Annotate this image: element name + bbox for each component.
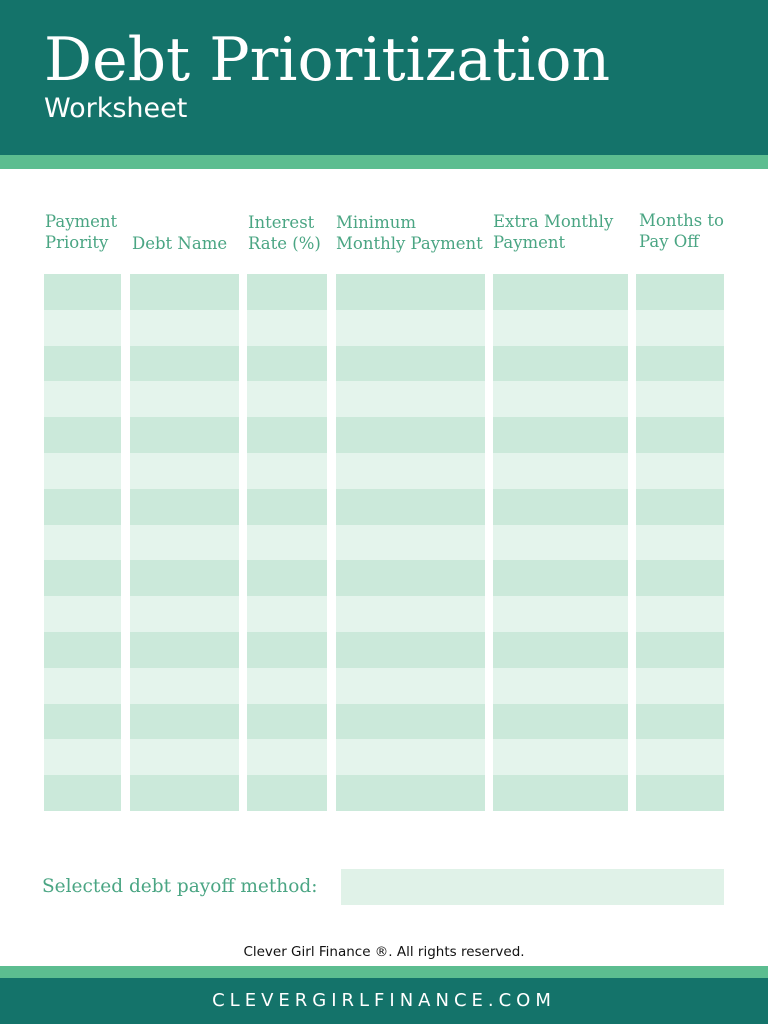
worksheet-cell[interactable]: [336, 310, 485, 346]
column-header-payment-priority: [45, 211, 117, 253]
worksheet-cell[interactable]: [247, 453, 327, 489]
worksheet-cell[interactable]: [336, 739, 485, 775]
worksheet-cell[interactable]: [130, 453, 239, 489]
worksheet-cell[interactable]: [336, 489, 485, 525]
worksheet-cell[interactable]: [247, 346, 327, 382]
column-header-line: Debt Name: [132, 234, 228, 253]
worksheet-cell[interactable]: [493, 560, 628, 596]
worksheet-cell[interactable]: [336, 632, 485, 668]
worksheet-cell[interactable]: [44, 775, 121, 811]
column-header-line: Pay Off: [639, 232, 700, 251]
worksheet-cell[interactable]: [130, 310, 239, 346]
worksheet-cell[interactable]: [336, 453, 485, 489]
worksheet-cell[interactable]: [636, 632, 724, 668]
footer-website-url: CLEVERGIRLFINANCE.COM: [212, 990, 556, 1011]
column-header-minimum-monthly-payment: [336, 212, 483, 254]
worksheet-cell[interactable]: [44, 704, 121, 740]
worksheet-cell[interactable]: [636, 346, 724, 382]
worksheet-cell[interactable]: [336, 560, 485, 596]
column-header-extra-monthly-payment: [493, 211, 613, 253]
header-stripe: [0, 155, 768, 169]
worksheet-cell[interactable]: [636, 274, 724, 310]
column-header-line: Monthly Payment: [336, 234, 483, 253]
worksheet-cell[interactable]: [493, 596, 628, 632]
page-subtitle: Worksheet: [44, 93, 188, 124]
worksheet-cell[interactable]: [44, 668, 121, 704]
worksheet-cell[interactable]: [336, 668, 485, 704]
worksheet-cell[interactable]: [493, 775, 628, 811]
page-title: Debt Prioritization: [44, 25, 611, 95]
worksheet-cell[interactable]: [44, 381, 121, 417]
worksheet-cell[interactable]: [130, 274, 239, 310]
worksheet-cell[interactable]: [247, 310, 327, 346]
worksheet-cell[interactable]: [636, 489, 724, 525]
worksheet-cell[interactable]: [130, 632, 239, 668]
worksheet-cell[interactable]: [130, 739, 239, 775]
worksheet-cell[interactable]: [636, 381, 724, 417]
copyright-text: Clever Girl Finance ®. All rights reserved.: [243, 944, 525, 960]
worksheet-cell[interactable]: [247, 381, 327, 417]
worksheet-cell[interactable]: [44, 346, 121, 382]
worksheet-cell[interactable]: [130, 489, 239, 525]
worksheet-cell[interactable]: [336, 417, 485, 453]
grid-column-minimum-monthly-payment: [336, 274, 485, 811]
worksheet-cell[interactable]: [247, 668, 327, 704]
worksheet-cell[interactable]: [493, 668, 628, 704]
worksheet-cell[interactable]: [44, 739, 121, 775]
column-header-months-to-pay-off: [639, 210, 724, 252]
worksheet-cell[interactable]: [493, 274, 628, 310]
grid-column-debt-name: [130, 274, 239, 811]
column-header-line: Extra Monthly: [493, 212, 614, 231]
worksheet-cell[interactable]: [130, 346, 239, 382]
worksheet-cell[interactable]: [493, 453, 628, 489]
worksheet-cell[interactable]: [247, 739, 327, 775]
worksheet-cell[interactable]: [247, 274, 327, 310]
column-header-line: Months to: [639, 211, 724, 230]
worksheet-cell[interactable]: [636, 560, 724, 596]
worksheet-cell[interactable]: [44, 489, 121, 525]
worksheet-cell[interactable]: [247, 775, 327, 811]
worksheet-cell[interactable]: [493, 632, 628, 668]
worksheet-cell[interactable]: [636, 775, 724, 811]
worksheet-cell[interactable]: [636, 668, 724, 704]
payoff-method-label: Selected debt payoff method:: [42, 876, 318, 897]
worksheet-cell[interactable]: [336, 525, 485, 561]
column-header-interest-rate: [248, 212, 321, 254]
worksheet-cell[interactable]: [493, 489, 628, 525]
grid-column-payment-priority: [44, 274, 121, 811]
footer-stripe: [0, 966, 768, 978]
worksheet-cell[interactable]: [247, 525, 327, 561]
worksheet-cell[interactable]: [247, 704, 327, 740]
grid-column-extra-monthly-payment: [493, 274, 628, 811]
worksheet-cell[interactable]: [44, 560, 121, 596]
worksheet-cell[interactable]: [247, 560, 327, 596]
worksheet-cell[interactable]: [636, 739, 724, 775]
payoff-method-field[interactable]: [341, 869, 724, 905]
worksheet-cell[interactable]: [247, 489, 327, 525]
worksheet-cell[interactable]: [130, 560, 239, 596]
worksheet-cell[interactable]: [336, 775, 485, 811]
worksheet-cell[interactable]: [130, 775, 239, 811]
worksheet-cell[interactable]: [636, 417, 724, 453]
worksheet-cell[interactable]: [130, 668, 239, 704]
column-header-line: Payment: [45, 212, 118, 231]
worksheet-cell[interactable]: [130, 525, 239, 561]
worksheet-cell[interactable]: [636, 310, 724, 346]
worksheet-cell[interactable]: [130, 596, 239, 632]
column-header-line: Minimum: [336, 213, 416, 232]
worksheet-cell[interactable]: [336, 274, 485, 310]
column-header-line: Payment: [493, 233, 566, 252]
worksheet-cell[interactable]: [336, 596, 485, 632]
worksheet-cell[interactable]: [44, 417, 121, 453]
worksheet-cell[interactable]: [493, 417, 628, 453]
worksheet-cell[interactable]: [130, 704, 239, 740]
worksheet-cell[interactable]: [493, 739, 628, 775]
grid-column-interest-rate: [247, 274, 327, 811]
worksheet-cell[interactable]: [44, 525, 121, 561]
column-header-line: Interest: [248, 213, 315, 232]
worksheet-cell[interactable]: [493, 346, 628, 382]
column-header-line: Rate (%): [248, 234, 321, 253]
worksheet-cell[interactable]: [493, 525, 628, 561]
worksheet-cell[interactable]: [493, 310, 628, 346]
worksheet-cell[interactable]: [247, 417, 327, 453]
worksheet-cell[interactable]: [44, 274, 121, 310]
worksheet-cell[interactable]: [44, 632, 121, 668]
worksheet-cell[interactable]: [493, 381, 628, 417]
worksheet-cell[interactable]: [336, 381, 485, 417]
worksheet-cell[interactable]: [247, 596, 327, 632]
worksheet-cell[interactable]: [336, 704, 485, 740]
worksheet-cell[interactable]: [44, 596, 121, 632]
worksheet-cell[interactable]: [247, 632, 327, 668]
worksheet-cell[interactable]: [130, 381, 239, 417]
worksheet-cell[interactable]: [636, 453, 724, 489]
worksheet-cell[interactable]: [44, 310, 121, 346]
worksheet-cell[interactable]: [636, 525, 724, 561]
worksheet-cell[interactable]: [636, 596, 724, 632]
worksheet-cell[interactable]: [44, 453, 121, 489]
worksheet-cell[interactable]: [130, 417, 239, 453]
grid-column-months-to-pay-off: [636, 274, 724, 811]
worksheet-cell[interactable]: [636, 704, 724, 740]
worksheet-cell[interactable]: [493, 704, 628, 740]
column-header-debt-name: [132, 233, 227, 254]
worksheet-cell[interactable]: [336, 346, 485, 382]
column-header-line: Priority: [45, 233, 109, 252]
